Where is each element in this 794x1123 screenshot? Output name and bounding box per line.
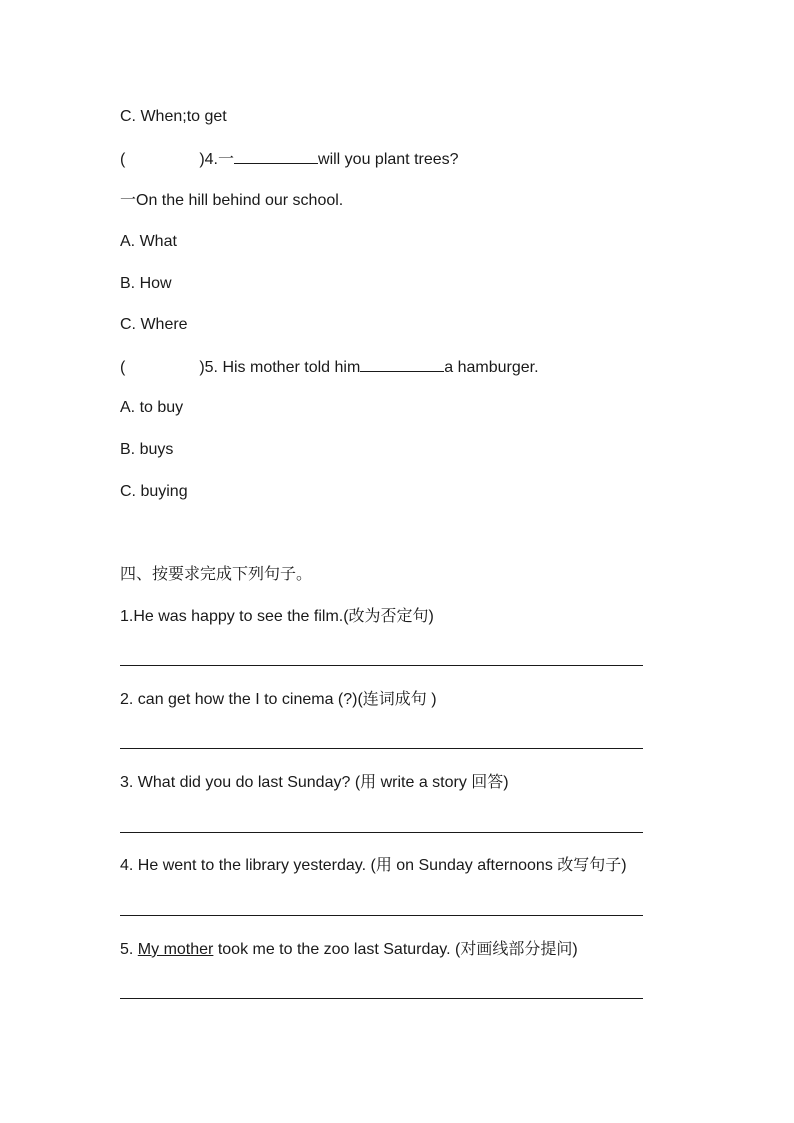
q4-option-c: C. Where [120, 316, 188, 333]
answer-line-2[interactable] [120, 748, 643, 749]
answer-line-5[interactable] [120, 998, 643, 999]
q5-open-paren: ( [120, 359, 126, 376]
q4-option-b: B. How [120, 275, 172, 292]
q3-option-c: C. When;to get [120, 108, 227, 125]
q4-prompt [120, 149, 459, 170]
q4-prompt-post: will you plant trees? [318, 151, 459, 168]
section4-heading: 四、按要求完成下列句子。 [120, 566, 313, 583]
q4-answer-line: 一On the hill behind our school. [120, 192, 344, 209]
q5-prompt-post: a hamburger. [444, 359, 539, 376]
answer-line-1[interactable] [120, 665, 643, 666]
answer-line-3[interactable] [120, 832, 643, 833]
q4-fill-blank[interactable] [234, 149, 318, 164]
q4-open-paren: ( [120, 151, 126, 168]
item5-underlined-phrase: My mother [137, 941, 214, 958]
section4-item-1: 1.He was happy to see the film.(改为否定句) [120, 608, 434, 625]
q5-fill-blank[interactable] [360, 357, 444, 372]
q5-option-b: B. buys [120, 441, 174, 458]
section4-item-4: 4. He went to the library yesterday. (用 on Sunday afternoons 改写句子) [120, 857, 627, 874]
answer-line-4[interactable] [120, 915, 643, 916]
q5-option-c: C. buying [120, 483, 188, 500]
q4-prompt-pre: )4.一 [199, 151, 235, 168]
item5-prefix: 5. [120, 941, 138, 958]
item5-suffix: took me to the zoo last Saturday. (对画线部分提问) [213, 941, 578, 958]
q5-option-a: A. to buy [120, 399, 184, 416]
q5-prompt-pre: )5. His mother told him [199, 359, 361, 376]
section4-item-5 [120, 940, 578, 960]
q5-prompt [120, 357, 539, 378]
section4-item-3: 3. What did you do last Sunday? (用 write a story 回答) [120, 774, 509, 791]
q4-option-a: A. What [120, 233, 177, 250]
section4-item-2: 2. can get how the I to cinema (?)(连词成句 ) [120, 691, 437, 708]
